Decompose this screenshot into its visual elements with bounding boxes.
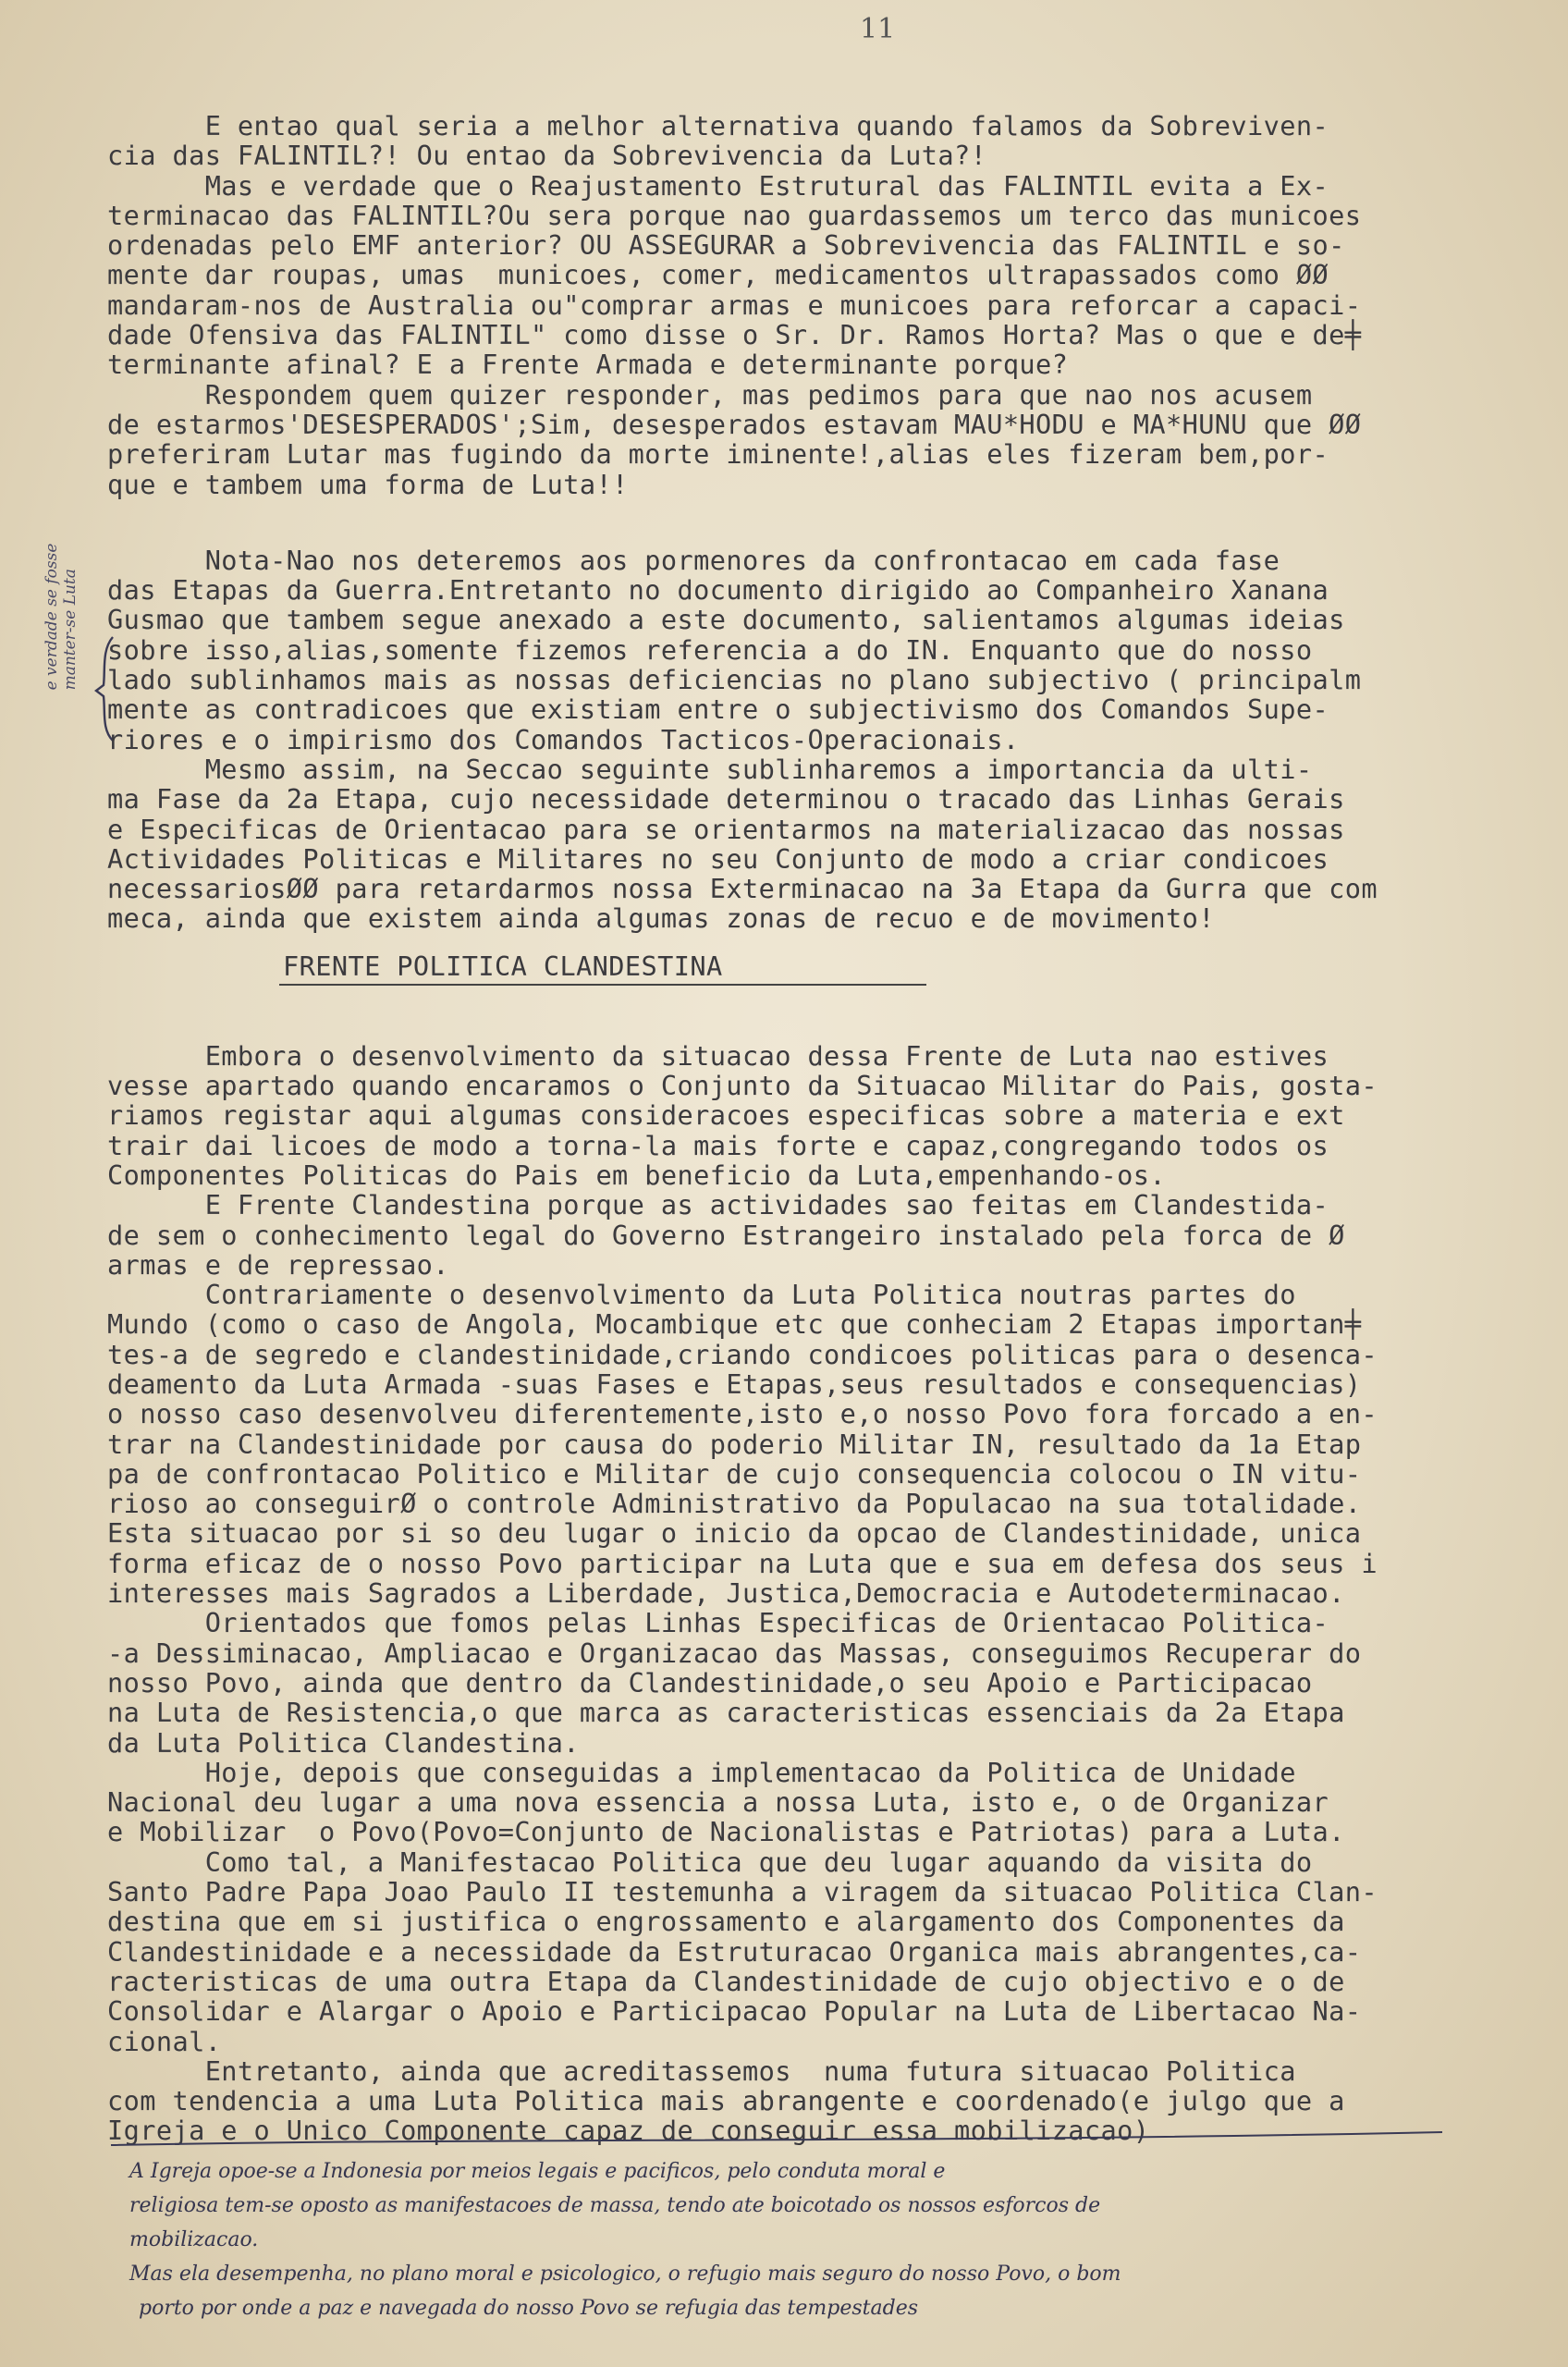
text-line: sobre isso,alias,somente fizemos referencia a do IN. Enquanto que do nosso: [107, 633, 1313, 666]
text-line: terminacao das FALINTIL?Ou sera porque nao guardassemos um terco das municoes: [107, 199, 1362, 231]
text-line: na Luta de Resistencia,o que marca as caracteristicas essenciais da 2a Etapa: [107, 1697, 1345, 1729]
section-heading: FRENTE POLITICA CLANDESTINA: [283, 950, 723, 982]
text-line: armas e de repressao.: [107, 1248, 449, 1281]
text-line: Hoje, depois que conseguidas a implementacao da Politica de Unidade: [107, 1756, 1296, 1788]
handwritten-line: religiosa tem-se oposto as manifestacoes de massa, tendo ate boicotado os nossos esforcos de: [129, 2194, 1101, 2217]
text-line: pa de confrontacao Politico e Militar de cujo consequencia colocou o IN vitu-: [107, 1457, 1362, 1490]
handwritten-line: porto por onde a paz e navegada do nosso Povo se refugia das tempestades: [139, 2297, 919, 2320]
text-line: deamento da Luta Armada -suas Fases e Etapas,seus resultados e consequencias): [107, 1367, 1362, 1400]
text-line: riores e o impirismo dos Comandos Tacticos-Operacionais.: [107, 723, 1020, 755]
text-line: das Etapas da Guerra.Entretanto no documento dirigido ao Companheiro Xanana: [107, 574, 1329, 607]
text-line: racteristicas de uma outra Etapa da Clandestinidade de cujo objectivo e o de: [107, 1965, 1345, 1997]
text-line: lado sublinhamos mais as nossas deficiencias no plano subjectivo ( principalm: [107, 664, 1362, 696]
text-line: com tendencia a uma Luta Politica mais abrangente e coordenado(e julgo que a: [107, 2085, 1345, 2117]
typed-body: [107, 111, 1542, 2146]
text-line: riamos registar aqui algumas consideracoes especificas sobre a materia e ext: [107, 1099, 1345, 1132]
text-line: que e tambem uma forma de Luta!!: [107, 468, 629, 500]
paragraph-block: [107, 1041, 1542, 2146]
text-line: forma eficaz de o nosso Povo participar na Luta que e sua em defesa dos seus i: [107, 1547, 1378, 1579]
text-line: ma Fase da 2a Etapa, cujo necessidade determinou o tracado das Linhas Gerais: [107, 783, 1345, 816]
text-line: Componentes Politicas do Pais em beneficio da Luta,empenhando-os.: [107, 1159, 1166, 1191]
text-line: mandaram-nos de Australia ou"comprar armas e municoes para reforcar a capaci-: [107, 288, 1362, 321]
text-line: Consolidar e Alargar o Apoio e Participacao Popular na Luta de Libertacao Na-: [107, 1995, 1362, 2028]
text-line: de estarmos'DESESPERADOS';Sim, desesperados estavam MAU*HODU e MA*HUNU que ØØ: [107, 408, 1362, 440]
margin-note-line: manter-se Luta: [61, 569, 80, 691]
text-line: cia das FALINTIL?! Ou entao da Sobrevivencia da Luta?!: [107, 140, 987, 172]
margin-annotation: [13, 236, 96, 691]
text-line: Respondem quem quizer responder, mas pedimos para que nao nos acusem: [107, 378, 1313, 411]
text-line: necessariosØØ para retardarmos nossa Exterminacao na 3a Etapa da Gurra que com: [107, 873, 1378, 905]
text-line: rioso ao conseguirØ o controle Administrativo da Populacao na sua totalidade.: [107, 1488, 1362, 1520]
text-line: destina que em si justifica o engrossamento e alargamento dos Componentes da: [107, 1906, 1345, 1938]
text-line: cional.: [107, 2025, 222, 2057]
section-heading-block: [107, 934, 1542, 993]
text-line: Como tal, a Manifestacao Politica que deu lugar aquando da visita do: [107, 1846, 1313, 1878]
text-line: vesse apartado quando encaramos o Conjunto da Situacao Militar do Pais, gosta-: [107, 1070, 1378, 1102]
margin-note-text: [43, 544, 80, 691]
text-line: Clandestinidade e a necessidade da Estruturacao Organica mais abrangentes,ca-: [107, 1935, 1362, 1968]
text-line: mente dar roupas, umas municoes, comer, medicamentos ultrapassados como ØØ: [107, 259, 1329, 291]
text-line: Igreja e o Unico Componente capaz de conseguir essa mobilizacao): [107, 2115, 1150, 2147]
text-line: -a Dessiminacao, Ampliacao e Organizacao das Massas, conseguimos Recuperar do: [107, 1637, 1362, 1669]
text-line: Nota-Nao nos deteremos aos pormenores da confrontacao em cada fase: [107, 544, 1280, 576]
spacer: [107, 499, 1542, 546]
text-line: da Luta Politica Clandestina.: [107, 1726, 580, 1759]
text-line: preferiram Lutar mas fugindo da morte iminente!,alias eles fizeram bem,por-: [107, 438, 1329, 471]
text-line: nosso Povo, ainda que dentro da Clandestinidade,o seu Apoio e Participacao: [107, 1666, 1313, 1699]
text-line: Actividades Politicas e Militares no seu Conjunto de modo a criar condicoes: [107, 842, 1329, 875]
text-line: Embora o desenvolvimento da situacao dessa Frente de Luta nao estives: [107, 1039, 1329, 1072]
text-line: Esta situacao por si so deu lugar o inicio da opcao de Clandestinidade, unica: [107, 1517, 1362, 1550]
text-line: Contrariamente o desenvolvimento da Luta Politica noutras partes do: [107, 1279, 1296, 1311]
text-line: trar na Clandestinidade por causa do poderio Militar IN, resultado da 1a Etap: [107, 1428, 1362, 1460]
handwritten-line: Mas ela desempenha, no plano moral e psicologico, o refugio mais seguro do nosso Povo, o bom: [129, 2263, 1121, 2286]
text-line: Santo Padre Papa Joao Paulo II testemunha a viragem da situacao Politica Clan-: [107, 1876, 1378, 1908]
margin-note-line: e verdade se fosse: [43, 543, 61, 691]
text-line: Gusmao que tambem segue anexado a este documento, salientamos algumas ideias: [107, 604, 1345, 636]
text-line: Mundo (como o caso de Angola, Mocambique etc que conheciam 2 Etapas importan╪: [107, 1308, 1362, 1341]
handwritten-line: mobilizacao.: [129, 2228, 259, 2251]
text-line: dade Ofensiva das FALINTIL" como disse o Sr. Dr. Ramos Horta? Mas o que e de╪: [107, 319, 1362, 351]
text-line: o nosso caso desenvolveu diferentemente,isto e,o nosso Povo fora forcado a en-: [107, 1398, 1378, 1430]
text-line: terminante afinal? E a Frente Armada e determinante porque?: [107, 349, 1069, 381]
text-line: Nacional deu lugar a uma nova essencia a nossa Luta, isto e, o de Organizar: [107, 1786, 1329, 1819]
text-line: Mas e verdade que o Reajustamento Estrutural das FALINTIL evita a Ex-: [107, 169, 1329, 202]
text-line: mente as contradicoes que existiam entre o subjectivismo dos Comandos Supe-: [107, 693, 1329, 726]
text-line: e Mobilizar o Povo(Povo=Conjunto de Nacionalistas e Patriotas) para a Luta.: [107, 1816, 1345, 1848]
text-line: tes-a de segredo e clandestinidade,criando condicoes politicas para o desenca-: [107, 1338, 1378, 1370]
paragraph-block: [107, 111, 1542, 499]
text-line: interesses mais Sagrados a Liberdade, Justica,Democracia e Autodeterminacao.: [107, 1577, 1345, 1610]
spacer: [107, 993, 1542, 1041]
text-line: E Frente Clandestina porque as actividades sao feitas em Clandestida-: [107, 1189, 1329, 1221]
text-line: de sem o conhecimento legal do Governo Estrangeiro instalado pela forca de Ø: [107, 1219, 1345, 1251]
text-line: ordenadas pelo EMF anterior? OU ASSEGURAR a Sobrevivencia das FALINTIL e so-: [107, 229, 1345, 262]
page-number: 11: [860, 13, 896, 45]
text-line: Orientados que fomos pelas Linhas Especificas de Orientacao Politica-: [107, 1607, 1329, 1639]
text-line: Mesmo assim, na Seccao seguinte sublinharemos a importancia da ulti-: [107, 753, 1313, 785]
text-line: e Especificas de Orientacao para se orientarmos na materializacao das nossas: [107, 813, 1345, 845]
text-line: meca, ainda que existem ainda algumas zonas de recuo e de movimento!: [107, 902, 1215, 935]
paragraph-block: [107, 546, 1542, 934]
text-line: E entao qual seria a melhor alternativa quando falamos da Sobreviven-: [107, 110, 1329, 141]
handwritten-note: [129, 2154, 1516, 2325]
text-line: trair dai licoes de modo a torna-la mais forte e capaz,congregando todos os: [107, 1129, 1329, 1161]
handwritten-line: A Igreja opoe-se a Indonesia por meios legais e pacificos, pelo conduta moral e: [129, 2160, 946, 2183]
heading-underline: [279, 984, 926, 986]
text-line: Entretanto, ainda que acreditassemos numa futura situacao Politica: [107, 2054, 1296, 2087]
